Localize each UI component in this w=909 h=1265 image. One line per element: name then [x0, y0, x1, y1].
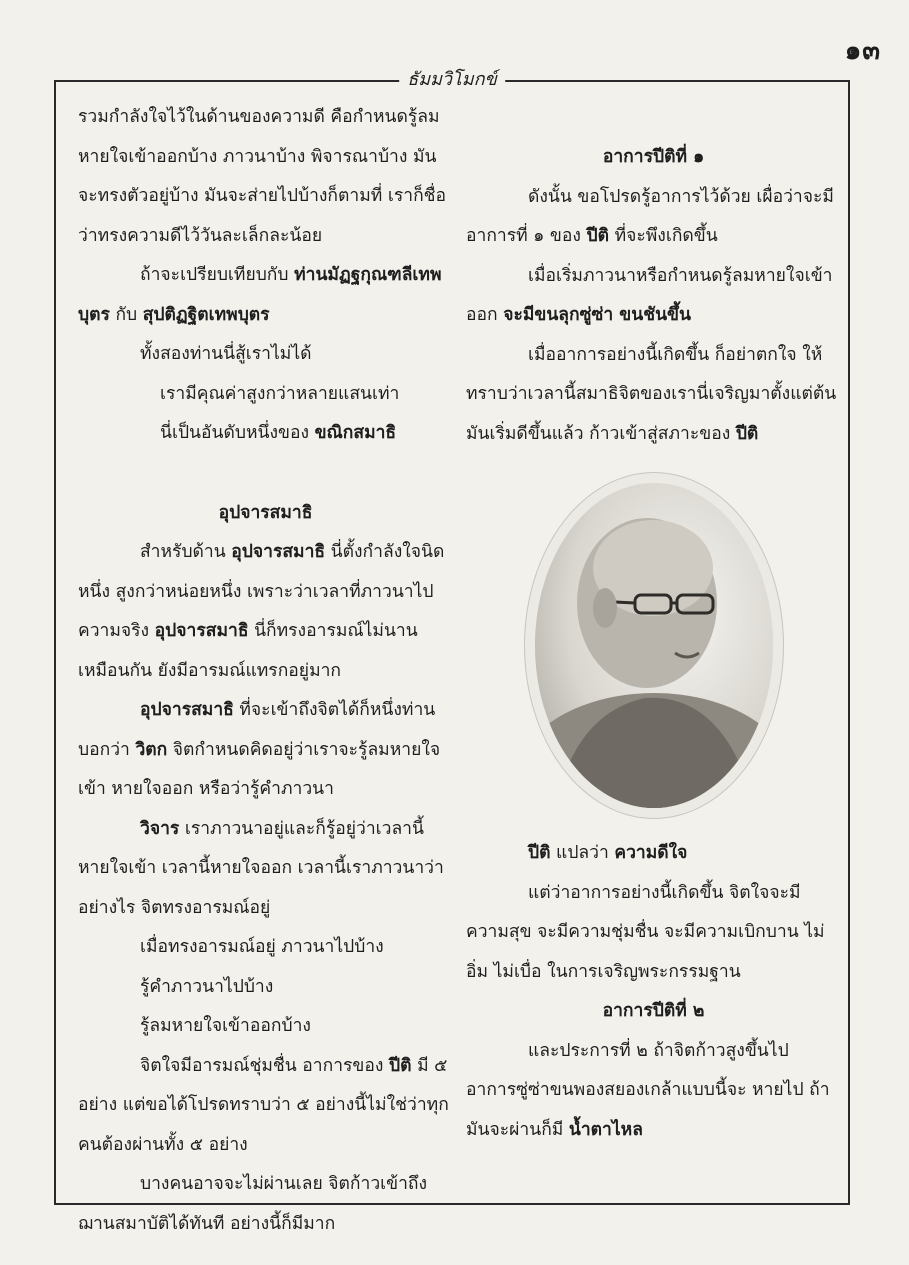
page-number: ๑๓ — [844, 36, 881, 66]
bold-term: อุปจารสมาธิ — [154, 621, 249, 641]
paragraph: สำหรับด้าน อุปจารสมาธิ นี่ตั้งกำลังใจนิดหนึ่ง สูงกว่าหน่อยหนึ่ง เพราะว่าเวลาที่ภาวนาไป ความจริง อุปจารสมาธิ นี่ก็ทรงอารมณ์ไม่นานเหมือนกัน ยังมีอารมณ์แทรกอยู่มาก — [78, 542, 445, 681]
paragraph: บางคนอาจจะไม่ผ่านเลย จิตก้าวเข้าถึงฌานสมาบัติได้ทันที อย่างนี้ก็มีมาก — [78, 1174, 428, 1234]
bold-term: น้ำตาไหล — [568, 1119, 643, 1140]
paragraph: ถ้าจะเปรียบเทียบกับ ท่านมัฏฐกุณฑลีเทพบุตร กับ สุปติฏฐิตเทพบุตร — [78, 265, 442, 325]
portrait-illustration — [535, 483, 773, 808]
paragraph: อุปจารสมาธิ ที่จะเข้าถึงจิตได้ก็หนึ่งท่านบอกว่า วิตก จิตกำหนดคิดอยู่ว่าเราจะรู้ลมหายใจเข้า หายใจออก หรือว่ารู้คำภาวนา — [78, 700, 441, 799]
paragraph: เรามีคุณค่าสูงกว่าหลายแสนเท่า — [160, 383, 400, 404]
portrait-photo-frame — [466, 460, 841, 830]
right-column — [466, 98, 841, 1150]
running-head: ธัมมวิโมกข์ — [399, 69, 505, 91]
monk-portrait-photo — [535, 483, 773, 808]
bold-term: ปีติ — [586, 226, 609, 246]
bold-term: สุปติฏฐิตเทพบุตร — [142, 304, 270, 325]
bold-term: ปีติ — [528, 843, 551, 863]
bold-term: จะมีขนลุกซู่ซ่า ขนชันขึ้น — [503, 305, 691, 325]
bold-term: ปีติ — [735, 423, 759, 444]
paragraph: แต่ว่าอาการอย่างนี้เกิดขึ้น จิตใจจะมีความสุข จะมีความชุ่มชื่น จะมีความเบิกบาน ไม่อิ่ม ไม่เบื่อ ในการเจริญพระกรรมฐาน — [466, 882, 825, 982]
bold-term: วิตก — [135, 739, 168, 760]
paragraph: เมื่อเริ่มภาวนาหรือกำหนดรู้ลมหายใจเข้าออก จะมีขนลุกซู่ซ่า ขนชันขึ้น — [466, 265, 833, 325]
bold-term: ท่านมัฏฐกุณฑลีเทพบุตร — [78, 265, 442, 325]
page-frame — [54, 69, 850, 1234]
bold-term: ปีติ — [389, 1055, 412, 1076]
paragraph: ปีติ แปลว่า ความดีใจ — [528, 843, 688, 863]
left-column — [78, 98, 453, 1244]
paragraph: และประการที่ ๒ ถ้าจิตก้าวสูงขึ้นไป อาการซู่ซ่าขนพองสยองเกล้าแบบนี้จะ หายไป ถ้ามันจะผ่านก็มี น้ำตาไหล — [466, 1040, 830, 1140]
section-heading: อาการปีติที่ ๑ — [602, 147, 705, 167]
paragraph: เมื่อทรงอารมณ์อยู่ ภาวนาไปบ้าง — [140, 937, 384, 957]
paragraph: รู้ลมหายใจเข้าออกบ้าง — [140, 1016, 311, 1036]
paragraph: จิตใจมีอารมณ์ชุ่มชื่น อาการของ ปีติ มี ๕ อย่าง แต่ขอได้โปรดทราบว่า ๕ อย่างนี้ไม่ใช่ว่าทุกคนต้องผ่านทั้ง ๕ อย่าง — [78, 1055, 449, 1155]
paragraph: รู้คำภาวนาไปบ้าง — [140, 976, 274, 997]
section-heading: อุปจารสมาธิ — [218, 502, 313, 523]
bold-term: อุปจารสมาธิ — [231, 542, 326, 562]
bold-term: ขณิกสมาธิ — [314, 423, 397, 443]
paragraph: ดังนั้น ขอโปรดรู้อาการไว้ด้วย เผื่อว่าจะมีอาการที่ ๑ ของ ปีติ ที่จะพึงเกิดขึ้น — [466, 186, 834, 246]
bold-term: วิจาร — [140, 818, 180, 839]
paragraph: วิจาร เราภาวนาอยู่และก็รู้อยู่ว่าเวลานี้หายใจเข้า เวลานี้หายใจออก เวลานี้เราภาวนาว่าอย่างไร จิตทรงอารมณ์อยู่ — [78, 818, 444, 918]
bold-term: อุปจารสมาธิ — [140, 700, 234, 720]
section-heading: อาการปีติที่ ๒ — [602, 1001, 705, 1021]
bold-term: ความดีใจ — [614, 843, 688, 863]
paragraph: เมื่ออาการอย่างนี้เกิดขึ้น ก็อย่าตกใจ ให้ทราบว่าเวลานี้สมาธิจิตของเรานี่เจริญมาตั้งแต่ต้น มันเริ่มดีขึ้นแล้ว ก้าวเข้าสู่สภาะของ ปีติ — [466, 344, 837, 444]
paragraph: นี่เป็นอันดับหนึ่งของ ขณิกสมาธิ — [160, 423, 397, 443]
paragraph: รวมกำลังใจไว้ในด้านของความดี คือกำหนดรู้ลมหายใจเข้าออกบ้าง ภาวนาบ้าง พิจารณาบ้าง มันจะทรงตัวอยู่บ้าง มันจะส่ายไปบ้างก็ตามที่ เราก็ชื่อว่าทรงความดีไว้วันละเล็กละน้อย — [78, 107, 447, 246]
paragraph: ทั้งสองท่านนี่สู้เราไม่ได้ — [140, 344, 312, 364]
